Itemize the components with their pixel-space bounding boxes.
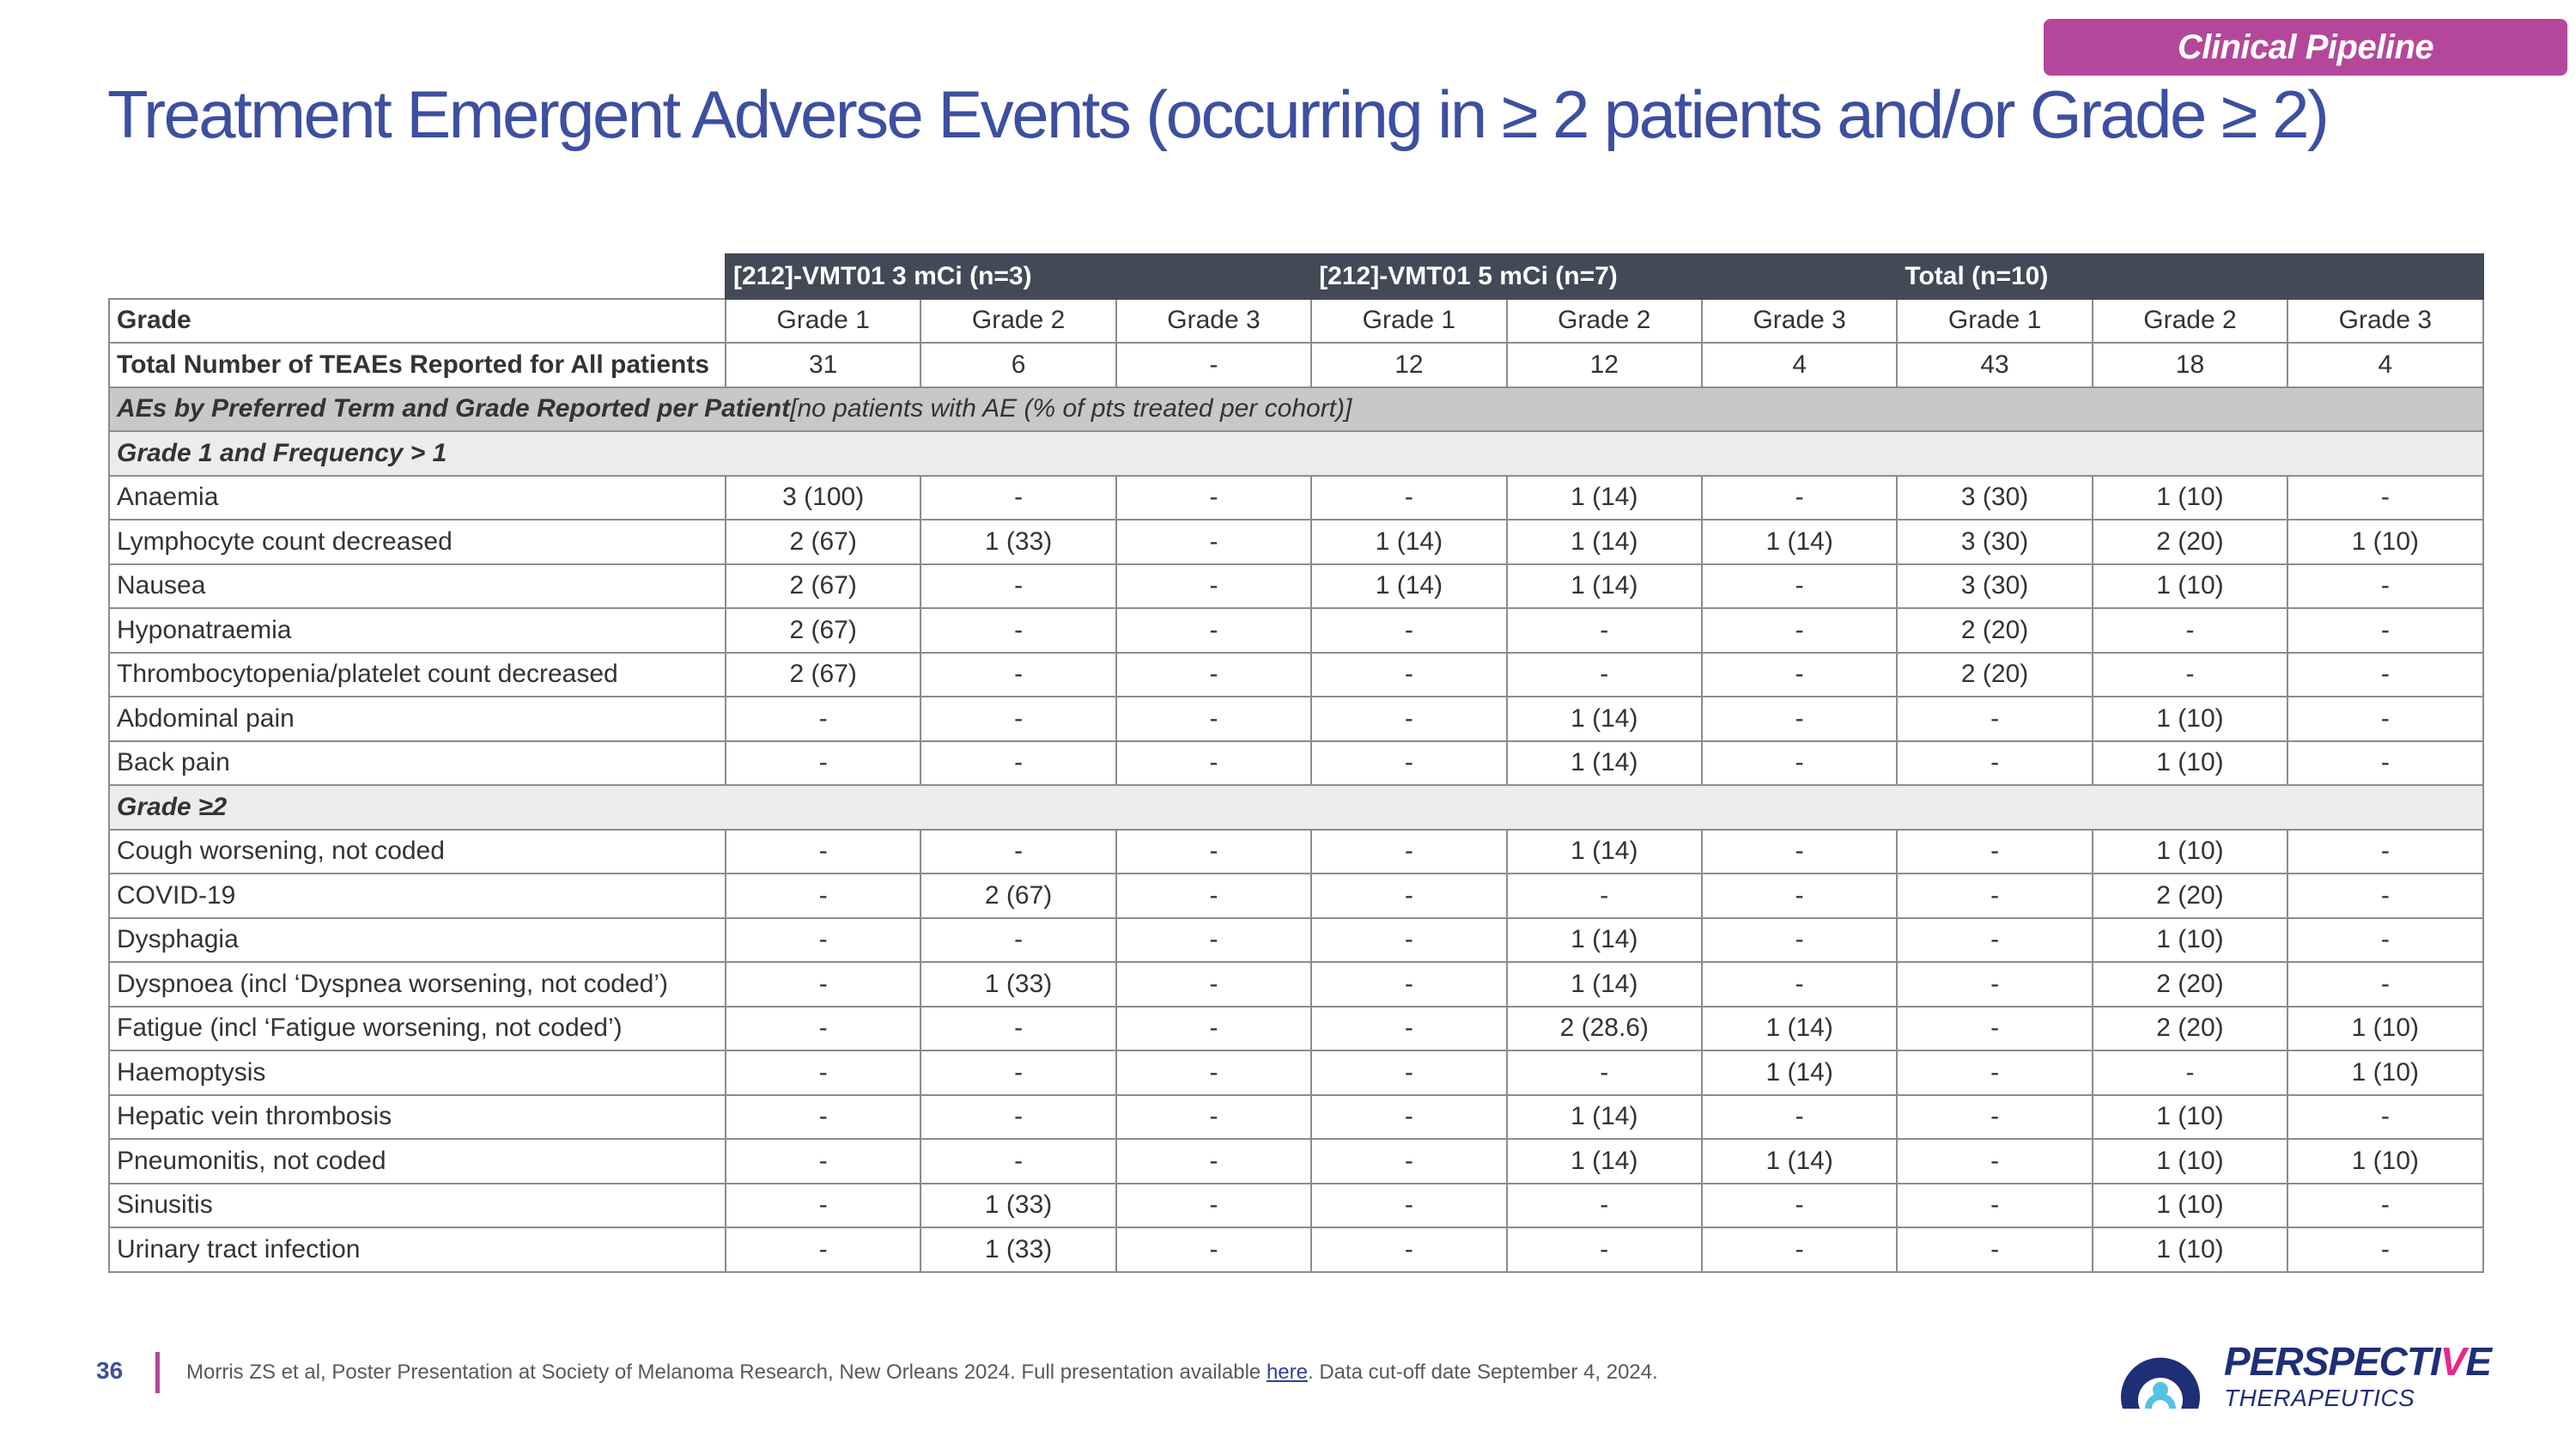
row-label: Dysphagia — [109, 918, 726, 963]
table-cell: - — [920, 741, 1115, 786]
row-label: Abdominal pain — [109, 697, 726, 741]
table-cell: - — [920, 608, 1115, 653]
table-cell: 2 (20) — [1897, 608, 2092, 653]
logo-name-main: PERSPECTI — [2224, 1339, 2440, 1384]
table-cell: - — [2287, 476, 2482, 521]
ae-section-note: [no patients with AE (% of pts treated per cohort)] — [790, 394, 1352, 423]
grade-header: Grade 3 — [1116, 299, 1311, 344]
ae-section-row — [109, 387, 2483, 432]
table-cell: 1 (10) — [2093, 741, 2287, 786]
page-number: 36 — [96, 1357, 124, 1384]
table-cell: - — [1116, 874, 1311, 918]
row-label: Pneumonitis, not coded — [109, 1139, 726, 1184]
table-cell: - — [920, 476, 1115, 521]
total-teae-value: 43 — [1897, 343, 2092, 387]
table-cell: - — [1897, 830, 2092, 874]
table-row — [109, 697, 2483, 741]
table-row — [109, 564, 2483, 609]
table-cell: - — [1897, 1139, 2092, 1184]
table-cell: 1 (10) — [2093, 918, 2287, 963]
total-teae-value: 31 — [726, 343, 920, 387]
table-cell: 1 (14) — [1507, 741, 1702, 786]
table-row — [109, 476, 2483, 521]
table-row — [109, 1007, 2483, 1051]
table-cell: - — [920, 830, 1115, 874]
footer-citation — [186, 1361, 1658, 1385]
table-cell: - — [2287, 697, 2482, 741]
table-cell: 1 (10) — [2093, 830, 2287, 874]
table-cell: - — [1507, 1050, 1702, 1095]
table-cell: - — [1116, 564, 1311, 609]
table-cell: - — [2287, 1227, 2482, 1272]
section-grade1-title: Grade 1 and Frequency > 1 — [109, 431, 2483, 476]
table-cell: - — [920, 1095, 1115, 1140]
grade-header: Grade 3 — [1702, 299, 1897, 344]
citation-text: Morris ZS et al, Poster Presentation at Society of Melanoma Research, New Orleans 2024. Full presentation available — [186, 1361, 1267, 1384]
table-cell: 1 (14) — [1702, 1139, 1897, 1184]
table-cell: - — [2287, 962, 2482, 1007]
logo-subtitle: THERAPEUTICS — [2224, 1385, 2415, 1411]
table-cell: - — [1702, 697, 1897, 741]
table-cell: - — [1897, 1007, 2092, 1051]
table-cell: - — [726, 1139, 920, 1184]
table-cell: - — [2093, 653, 2287, 697]
table-row — [109, 741, 2483, 786]
table-cell: 1 (10) — [2093, 476, 2287, 521]
table-cell: - — [2093, 1050, 2287, 1095]
section-grade2-row — [109, 785, 2483, 830]
cutoff-text: . Data cut-off date September 4, 2024. — [1307, 1361, 1658, 1384]
table-cell: - — [1311, 962, 1506, 1007]
table-cell: - — [1311, 608, 1506, 653]
table-cell: 1 (14) — [1311, 520, 1506, 564]
row-label: Lymphocyte count decreased — [109, 520, 726, 564]
table-cell: - — [1702, 1184, 1897, 1228]
table-cell: 1 (33) — [920, 520, 1115, 564]
table-cell: - — [726, 1184, 920, 1228]
total-teae-value: 18 — [2093, 343, 2287, 387]
table-cell: - — [2093, 608, 2287, 653]
table-cell: 1 (14) — [1702, 1050, 1897, 1095]
table-cell: - — [726, 1227, 920, 1272]
section-grade2-title: Grade ≥2 — [109, 785, 2483, 830]
table-row — [109, 520, 2483, 564]
table-cell: - — [726, 741, 920, 786]
row-label: Hyponatraemia — [109, 608, 726, 653]
table-cell: 1 (10) — [2287, 1139, 2482, 1184]
table-row — [109, 918, 2483, 963]
table-cell: - — [1897, 741, 2092, 786]
footer-divider — [155, 1352, 160, 1393]
row-label: Sinusitis — [109, 1184, 726, 1228]
table-cell: - — [1702, 830, 1897, 874]
table-cell: - — [1116, 697, 1311, 741]
table-cell: - — [1897, 1227, 2092, 1272]
total-teae-value: 4 — [2287, 343, 2482, 387]
table-cell: 1 (14) — [1311, 564, 1506, 609]
table-cell: - — [1311, 830, 1506, 874]
table-cell: - — [1116, 962, 1311, 1007]
table-cell: - — [1116, 830, 1311, 874]
table-cell: - — [1702, 476, 1897, 521]
table-cell: - — [1311, 1139, 1506, 1184]
table-cell: - — [2287, 653, 2482, 697]
table-cell: - — [1116, 1227, 1311, 1272]
table-cell: - — [1311, 1050, 1506, 1095]
table-cell: - — [1702, 1227, 1897, 1272]
table-cell: - — [1702, 962, 1897, 1007]
table-cell: - — [1116, 918, 1311, 963]
total-teae-value: 6 — [920, 343, 1115, 387]
table-cell: - — [2287, 874, 2482, 918]
group-header-5mci: [212]-VMT01 5 mCi (n=7) — [1311, 254, 1897, 299]
table-cell: 1 (14) — [1507, 564, 1702, 609]
table-cell: - — [1507, 1227, 1702, 1272]
table-cell: 2 (67) — [920, 874, 1115, 918]
table-cell: 2 (20) — [2093, 874, 2287, 918]
table-cell: - — [726, 697, 920, 741]
row-label: Haemoptysis — [109, 1050, 726, 1095]
logo-mark-icon — [2116, 1330, 2205, 1419]
table-row — [109, 608, 2483, 653]
table-cell: - — [1311, 476, 1506, 521]
table-cell: - — [726, 1050, 920, 1095]
table-cell: - — [2287, 918, 2482, 963]
table-cell: - — [726, 918, 920, 963]
ae-section-cell — [109, 387, 2483, 432]
table-cell: - — [1116, 1184, 1311, 1228]
table-cell: 2 (67) — [726, 608, 920, 653]
table-cell: 2 (28.6) — [1507, 1007, 1702, 1051]
row-label: Back pain — [109, 741, 726, 786]
total-teae-value: 12 — [1507, 343, 1702, 387]
table-cell: - — [920, 1050, 1115, 1095]
table-cell: 2 (20) — [1897, 653, 2092, 697]
table-cell: - — [1116, 520, 1311, 564]
table-cell: 1 (14) — [1507, 1095, 1702, 1140]
table-cell: 1 (14) — [1507, 918, 1702, 963]
table-row — [109, 1050, 2483, 1095]
table-cell: - — [1311, 918, 1506, 963]
total-teae-row — [109, 343, 2483, 387]
table-cell: - — [1116, 476, 1311, 521]
table-cell: 1 (14) — [1702, 1007, 1897, 1051]
table-cell: - — [1702, 918, 1897, 963]
table-cell: 1 (33) — [920, 1184, 1115, 1228]
total-teae-label: Total Number of TEAEs Reported for All patients — [109, 343, 726, 387]
table-cell: 1 (10) — [2093, 697, 2287, 741]
adverse-events-table — [108, 253, 2484, 1273]
table-cell: - — [1311, 697, 1506, 741]
table-cell: 2 (20) — [2093, 520, 2287, 564]
table-row — [109, 1227, 2483, 1272]
table-cell: - — [1897, 1095, 2092, 1140]
table-cell: - — [920, 653, 1115, 697]
table-cell: 1 (14) — [1507, 520, 1702, 564]
table-cell: 1 (33) — [920, 962, 1115, 1007]
table-cell: - — [1311, 1095, 1506, 1140]
table-cell: 1 (10) — [2287, 1007, 2482, 1051]
table-cell: - — [2287, 741, 2482, 786]
total-teae-value: 12 — [1311, 343, 1506, 387]
table-cell: - — [1311, 1227, 1506, 1272]
table-cell: - — [1702, 741, 1897, 786]
grade-label: Grade — [109, 299, 726, 344]
table-cell: 1 (10) — [2093, 1095, 2287, 1140]
table-cell: - — [1702, 564, 1897, 609]
table-cell: - — [1116, 653, 1311, 697]
table-cell: - — [1897, 874, 2092, 918]
table-cell: 1 (14) — [1507, 830, 1702, 874]
row-label: Thrombocytopenia/platelet count decreased — [109, 653, 726, 697]
table-cell: - — [920, 697, 1115, 741]
table-cell: - — [2287, 608, 2482, 653]
table-cell: 1 (10) — [2287, 520, 2482, 564]
perspective-logo — [2116, 1330, 2545, 1424]
table-row — [109, 1095, 2483, 1140]
table-cell: 1 (14) — [1507, 476, 1702, 521]
table-cell: - — [2287, 830, 2482, 874]
table-cell: 2 (20) — [2093, 962, 2287, 1007]
table-row — [109, 874, 2483, 918]
table-cell: 3 (30) — [1897, 476, 2092, 521]
group-header-total: Total (n=10) — [1897, 254, 2482, 299]
row-label: Urinary tract infection — [109, 1227, 726, 1272]
table-cell: - — [1702, 1095, 1897, 1140]
logo-name-accent: V — [2439, 1339, 2466, 1384]
table-cell: - — [1311, 874, 1506, 918]
table-cell: - — [1116, 608, 1311, 653]
table-cell: - — [920, 1139, 1115, 1184]
table-cell: - — [920, 918, 1115, 963]
page-title: Treatment Emergent Adverse Events (occurring in ≥ 2 patients and/or Grade ≥ 2) — [107, 76, 2328, 152]
table-cell: - — [726, 830, 920, 874]
row-label: Fatigue (incl ‘Fatigue worsening, not coded’) — [109, 1007, 726, 1051]
grade-header: Grade 1 — [726, 299, 920, 344]
table-cell: 3 (30) — [1897, 520, 2092, 564]
section-grade1-row — [109, 431, 2483, 476]
table-cell: - — [1897, 962, 2092, 1007]
row-label: Anaemia — [109, 476, 726, 521]
table-row — [109, 962, 2483, 1007]
table-cell: 1 (14) — [1507, 1139, 1702, 1184]
total-teae-value: 4 — [1702, 343, 1897, 387]
row-label: Nausea — [109, 564, 726, 609]
table-cell: - — [1507, 874, 1702, 918]
logo-name-end: E — [2465, 1339, 2492, 1384]
table-cell: - — [1311, 1007, 1506, 1051]
table-cell: - — [1311, 1184, 1506, 1228]
table-row — [109, 1184, 2483, 1228]
table-cell: - — [2287, 1184, 2482, 1228]
table-cell: 1 (14) — [1702, 520, 1897, 564]
table-cell: - — [1897, 918, 2092, 963]
ae-section-title: AEs by Preferred Term and Grade Reported per Patient — [117, 394, 791, 423]
table-cell: - — [726, 874, 920, 918]
table-row — [109, 1139, 2483, 1184]
table-cell: 1 (10) — [2093, 1184, 2287, 1228]
presentation-link[interactable]: here — [1266, 1361, 1308, 1384]
grade-header: Grade 3 — [2287, 299, 2482, 344]
grade-header: Grade 1 — [1311, 299, 1506, 344]
table-cell: - — [1116, 1095, 1311, 1140]
table-cell: 1 (14) — [1507, 697, 1702, 741]
table-cell: - — [2287, 1095, 2482, 1140]
logo-wordmark — [2224, 1338, 2491, 1385]
clinical-pipeline-tag: Clinical Pipeline — [2044, 19, 2567, 76]
table-cell: 1 (10) — [2287, 1050, 2482, 1095]
table-cell: - — [1507, 1184, 1702, 1228]
total-teae-value: - — [1116, 343, 1311, 387]
row-label: Cough worsening, not coded — [109, 830, 726, 874]
table-row — [109, 653, 2483, 697]
table-cell: 3 (100) — [726, 476, 920, 521]
grade-header: Grade 2 — [920, 299, 1115, 344]
table-cell: - — [1897, 1184, 2092, 1228]
table-cell: - — [1116, 1050, 1311, 1095]
table-cell: 3 (30) — [1897, 564, 2092, 609]
table-cell: - — [1702, 608, 1897, 653]
group-header-3mci: [212]-VMT01 3 mCi (n=3) — [726, 254, 1311, 299]
table-cell: 1 (14) — [1507, 962, 1702, 1007]
table-cell: - — [1507, 653, 1702, 697]
table-cell: - — [1116, 741, 1311, 786]
table-cell: - — [726, 962, 920, 1007]
table-cell: 2 (67) — [726, 520, 920, 564]
row-label: COVID-19 — [109, 874, 726, 918]
table-cell: - — [1311, 741, 1506, 786]
grade-header: Grade 1 — [1897, 299, 2092, 344]
grade-header: Grade 2 — [2093, 299, 2287, 344]
table-cell: 2 (20) — [2093, 1007, 2287, 1051]
table-cell: - — [1507, 608, 1702, 653]
table-cell: - — [1702, 874, 1897, 918]
row-label: Dyspnoea (incl ‘Dyspnea worsening, not coded’) — [109, 962, 726, 1007]
row-label: Hepatic vein thrombosis — [109, 1095, 726, 1140]
table-cell: - — [2287, 564, 2482, 609]
table-cell: - — [1116, 1139, 1311, 1184]
header-spacer — [109, 254, 726, 299]
grade-header: Grade 2 — [1507, 299, 1702, 344]
group-header-row — [109, 254, 2483, 299]
table-cell: - — [726, 1007, 920, 1051]
table-row — [109, 830, 2483, 874]
table-cell: - — [1116, 1007, 1311, 1051]
table-cell: - — [726, 1095, 920, 1140]
table-cell: - — [1897, 697, 2092, 741]
table-cell: 1 (10) — [2093, 1139, 2287, 1184]
table-cell: - — [1897, 1050, 2092, 1095]
grade-header-row — [109, 299, 2483, 344]
table-cell: - — [920, 1007, 1115, 1051]
table-cell: 1 (10) — [2093, 564, 2287, 609]
table-cell: - — [1311, 653, 1506, 697]
table-cell: 1 (10) — [2093, 1227, 2287, 1272]
table-cell: - — [1702, 653, 1897, 697]
table-cell: 1 (33) — [920, 1227, 1115, 1272]
table-cell: 2 (67) — [726, 653, 920, 697]
table-cell: 2 (67) — [726, 564, 920, 609]
table-cell: - — [920, 564, 1115, 609]
